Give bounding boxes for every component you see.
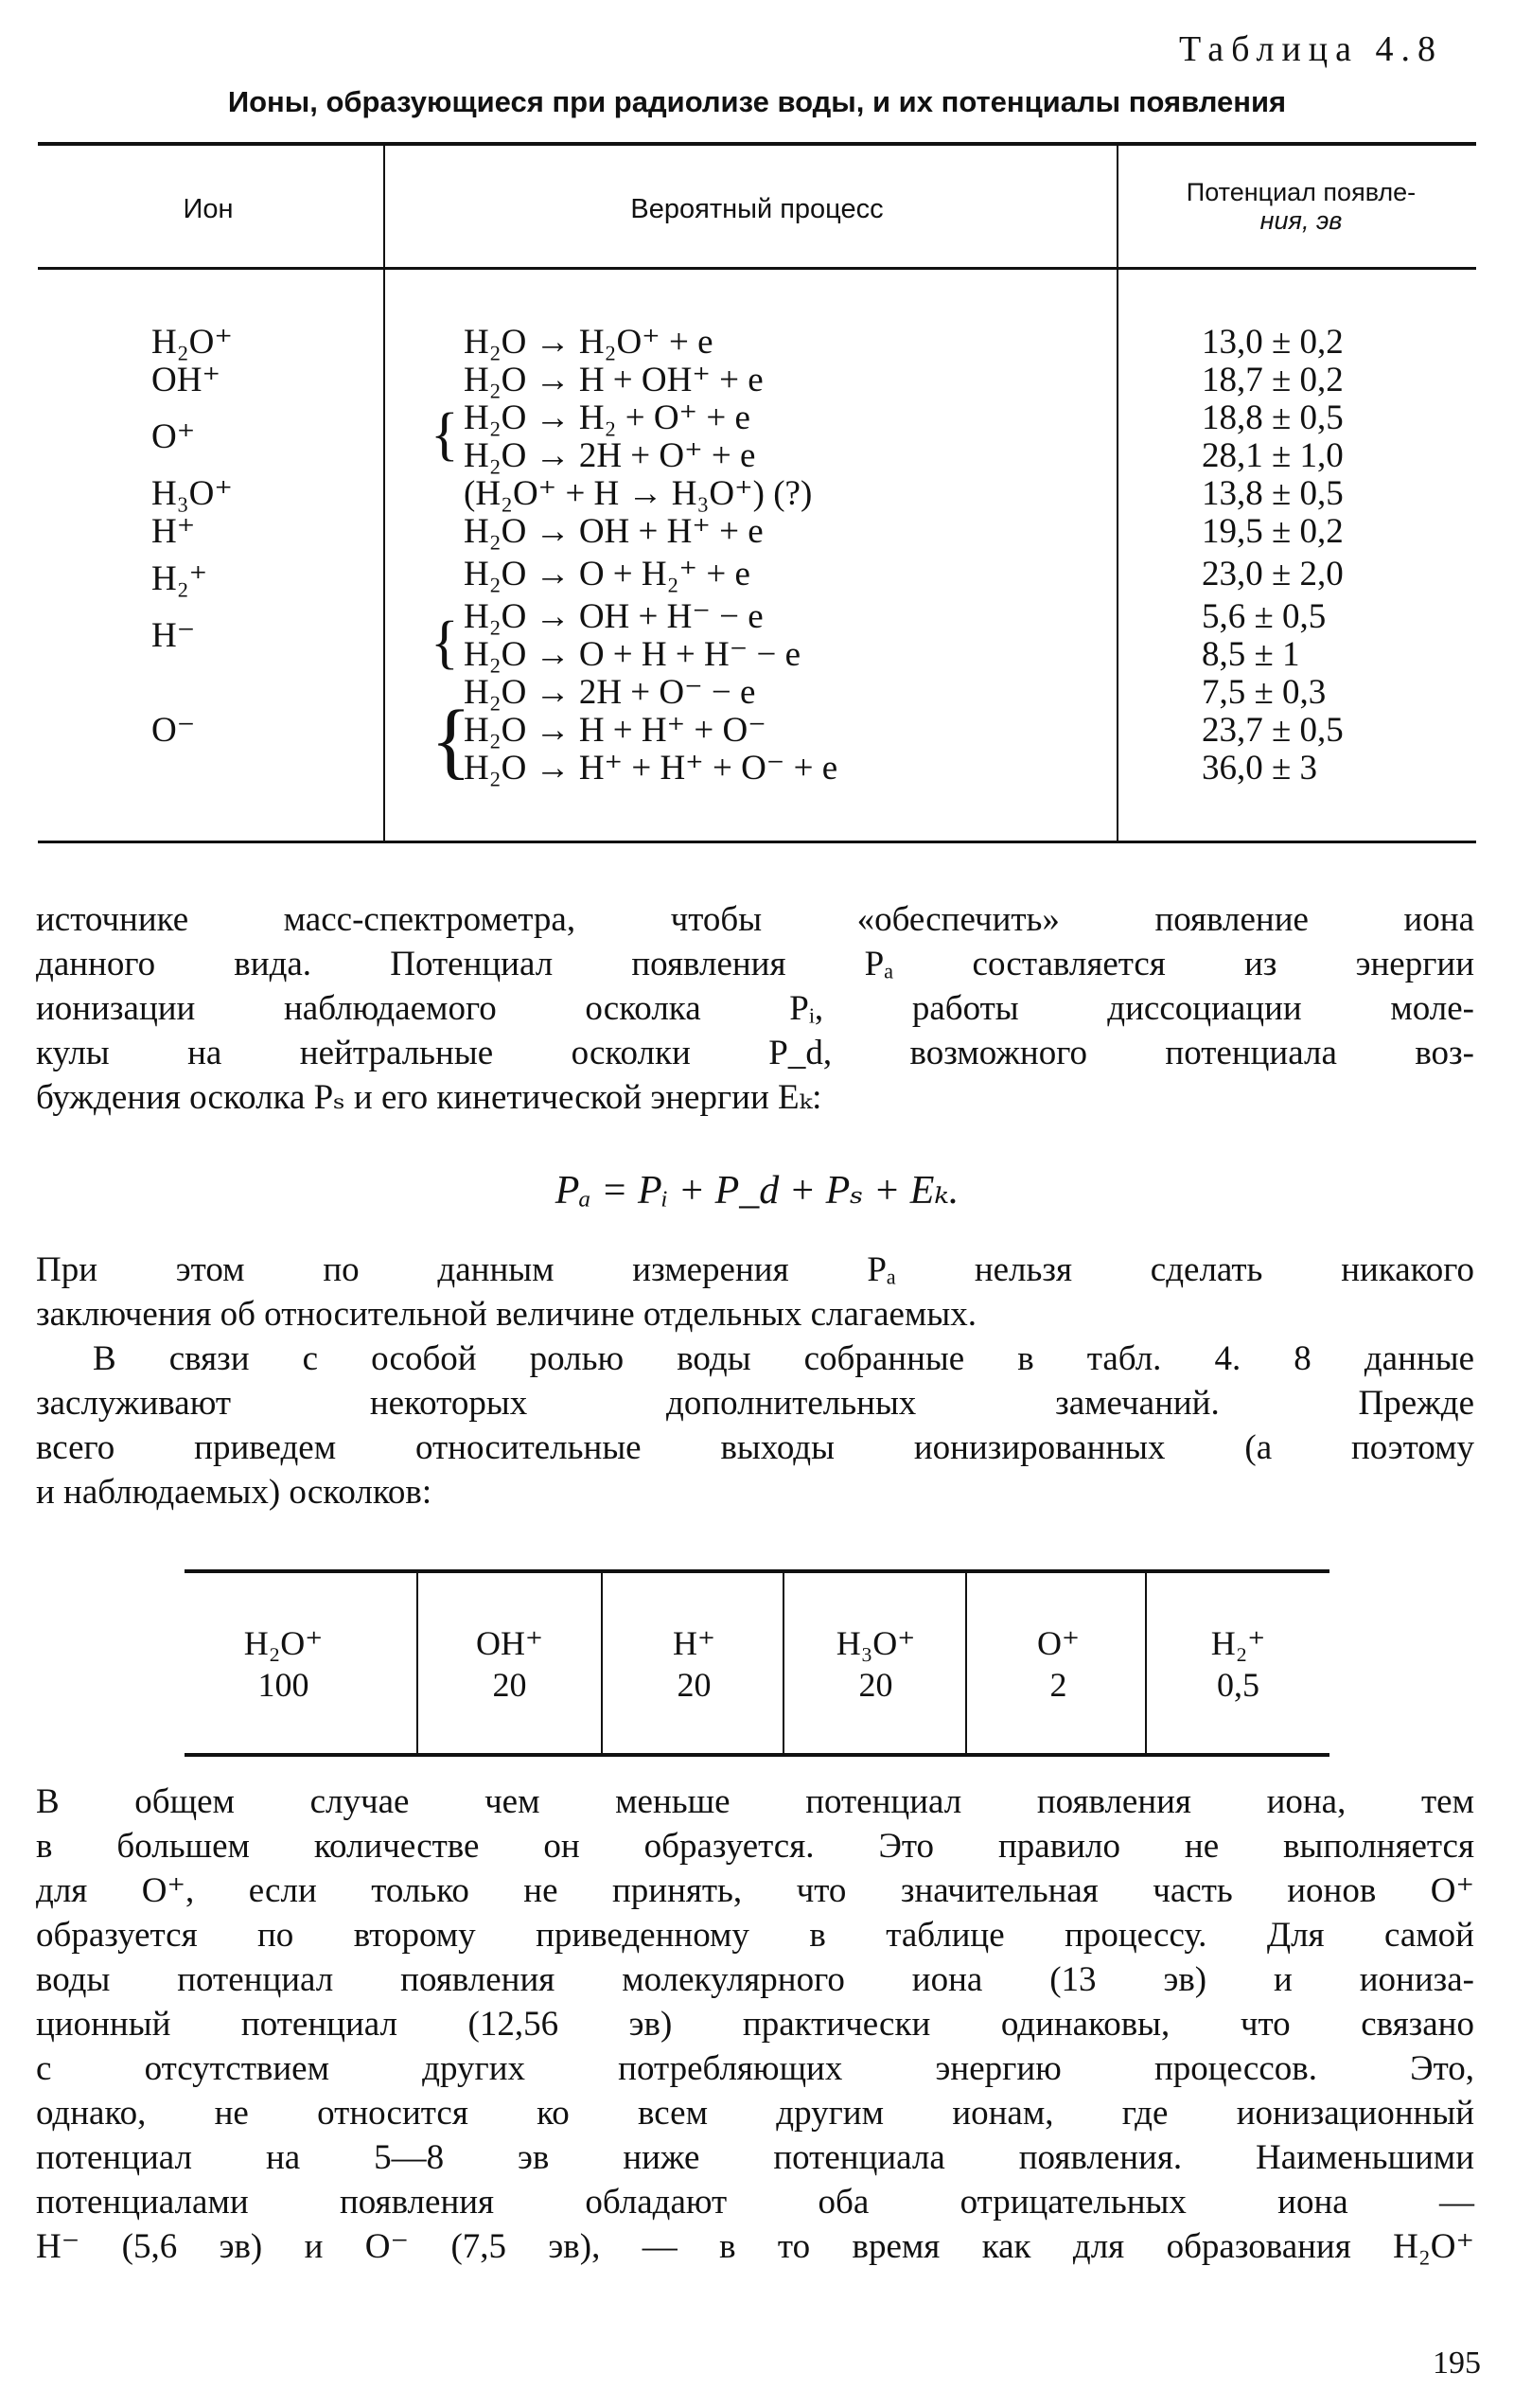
potential-cell: 8,5 ± 1 [1202, 635, 1300, 674]
header-potential-line2: ния, эв [1259, 206, 1343, 235]
yields-table [185, 1569, 1329, 1757]
yield-ion: H₃O⁺ [836, 1624, 916, 1662]
brace-icon: { [431, 694, 472, 788]
text-line: для O⁺, если только не принять, что значительная часть ионов O⁺ [36, 1871, 1474, 1910]
table-column-divider [383, 146, 385, 841]
text-line: В общем случае чем меньше потенциал появления иона, тем [36, 1782, 1474, 1821]
potential-cell: 7,5 ± 0,3 [1202, 673, 1327, 712]
ion-column [151, 324, 233, 750]
text-line: потенциалами появления обладают оба отрицательных иона — [36, 2183, 1474, 2222]
potential-cell: 36,0 ± 3 [1202, 749, 1318, 788]
table-caption-number: Таблица 4.8 [1178, 29, 1443, 69]
text-line: в большем количестве он образуется. Это правило не выполняется [36, 1827, 1474, 1866]
paragraph [36, 1248, 1474, 1337]
table-top-rule [38, 142, 1476, 146]
potential-cell: 18,8 ± 0,5 [1202, 398, 1344, 437]
header-ion: Ион [183, 194, 234, 224]
brace-icon: { [431, 402, 459, 467]
brace-icon: { [431, 611, 459, 675]
ion-cell: O⁻ [151, 711, 196, 750]
text-line: H⁻ (5,6 эв) и O⁻ (7,5 эв), — в то время как для образования H₂O⁺ [36, 2227, 1474, 2266]
ion-cell: OH⁺ [151, 361, 220, 399]
process-cell: (H₂O⁺ + H → H₃O⁺) (?) [464, 474, 813, 513]
process-cell: H₂O → H⁺ + H⁺ + O⁻ + e [464, 749, 838, 788]
process-cell: H₂O → H + OH⁺ + e [464, 361, 764, 399]
table-bottom-rule [38, 841, 1476, 843]
paragraph [36, 1337, 1474, 1514]
yield-ion: H⁺ [673, 1624, 715, 1662]
ion-cell: H₂⁺ [151, 559, 208, 598]
ion-cell: H⁻ [151, 616, 196, 655]
header-potential [1131, 178, 1471, 235]
process-cell: H₂O → O + H + H⁻ − e [464, 635, 801, 674]
header-process: Вероятный процесс [630, 194, 884, 224]
yield-value: 0,5 [1217, 1666, 1259, 1704]
yield-cell [965, 1573, 1150, 1753]
text-line: В связи с особой ролью воды собранные в табл. 4. 8 данные [93, 1339, 1474, 1378]
table-caption-title: Ионы, образующиеся при радиолизе воды, и их потенциалы появления [227, 85, 1287, 118]
header-potential-line1: Потенциал появле- [1186, 178, 1417, 206]
process-cell: H₂O → 2H + O⁺ + e [464, 436, 756, 475]
yield-cell [192, 1573, 375, 1753]
yield-cell [601, 1573, 785, 1753]
table-header-rule [38, 267, 1476, 270]
yield-value: 20 [677, 1666, 712, 1704]
ion-cell: H₂O⁺ [151, 323, 233, 362]
process-cell: H₂O → OH + H⁺ + e [464, 512, 764, 551]
potential-cell: 13,8 ± 0,5 [1202, 474, 1344, 513]
yield-ion: H₂O⁺ [243, 1624, 324, 1662]
yield-ion: O⁺ [1037, 1624, 1080, 1662]
potential-cell: 28,1 ± 1,0 [1202, 436, 1344, 475]
yield-ion: OH⁺ [476, 1624, 543, 1662]
text-line: При этом по данным измерения Pₐ нельзя сделать никакого [36, 1250, 1474, 1289]
text-line: всего приведем относительные выходы ионизированных (а поэтому [36, 1428, 1474, 1467]
potential-cell: 23,0 ± 2,0 [1202, 555, 1344, 593]
yield-cell [783, 1573, 967, 1753]
potential-cell: 13,0 ± 0,2 [1202, 323, 1344, 362]
text-line: и наблюдаемых) осколков: [36, 1473, 432, 1512]
process-cell: H₂O → H₂ + O⁺ + e [464, 398, 750, 437]
process-cell: H₂O → H₂O⁺ + e [464, 323, 713, 362]
potential-cell: 18,7 ± 0,2 [1202, 361, 1344, 399]
process-cell: H₂O → 2H + O⁻ − e [464, 673, 756, 712]
process-column [464, 324, 837, 788]
paragraph [36, 1779, 1474, 2269]
text-line: ционный потенциал (12,56 эв) практически одинаковы, что связано [36, 2005, 1474, 2044]
text-line: источнике масс-спектрометра, чтобы «обеспечить» появление иона [36, 900, 1474, 939]
ion-cell: O⁺ [151, 417, 196, 456]
potential-column [1202, 324, 1391, 788]
text-line: буждения осколка Pₛ и его кинетической энергии Eₖ: [36, 1078, 822, 1117]
formula: Pₐ = Pᵢ + P_d + Pₛ + Eₖ. [555, 1169, 959, 1213]
yield-ion: H₂⁺ [1210, 1624, 1266, 1662]
text-line: ионизации наблюдаемого осколка Pᵢ, работы диссоциации моле- [36, 989, 1474, 1028]
page-number: 195 [1433, 2346, 1481, 2381]
potential-cell: 23,7 ± 0,5 [1202, 711, 1344, 750]
process-cell: H₂O → O + H₂⁺ + e [464, 555, 750, 593]
ion-cell: H⁺ [151, 512, 196, 551]
ion-cell: H₃O⁺ [151, 474, 233, 513]
yield-value: 20 [858, 1666, 893, 1704]
text-line: воды потенциал появления молекулярного иона (13 эв) и иониза- [36, 1960, 1474, 1999]
text-line: с отсутствием других потребляющих энергию процессов. Это, [36, 2049, 1474, 2088]
text-line: данного вида. Потенциал появления Pₐ составляется из энергии [36, 945, 1474, 983]
process-cell: H₂O → H + H⁺ + O⁻ [464, 711, 766, 750]
yield-cell [416, 1573, 601, 1753]
yield-value: 100 [257, 1666, 309, 1704]
text-line: однако, не относится ко всем другим ионам, где ионизационный [36, 2094, 1474, 2133]
text-line: заключения об относительной величине отдельных слагаемых. [36, 1295, 977, 1334]
table-column-divider [1117, 146, 1118, 841]
yield-value: 20 [492, 1666, 527, 1704]
text-line: образуется по второму приведенному в таблице процессу. Для самой [36, 1916, 1474, 1955]
text-line: кулы на нейтральные осколки P_d, возможного потенциала воз- [36, 1034, 1474, 1072]
potential-cell: 5,6 ± 0,5 [1202, 597, 1327, 636]
paragraph [36, 897, 1474, 1120]
text-line: потенциал на 5—8 эв ниже потенциала появления. Наименьшими [36, 2138, 1474, 2177]
process-cell: H₂O → OH + H⁻ − e [464, 597, 764, 636]
yield-cell [1145, 1573, 1329, 1753]
yield-value: 2 [1049, 1666, 1067, 1704]
text-line: заслуживают некоторых дополнительных замечаний. Прежде [36, 1384, 1474, 1423]
potential-cell: 19,5 ± 0,2 [1202, 512, 1344, 551]
